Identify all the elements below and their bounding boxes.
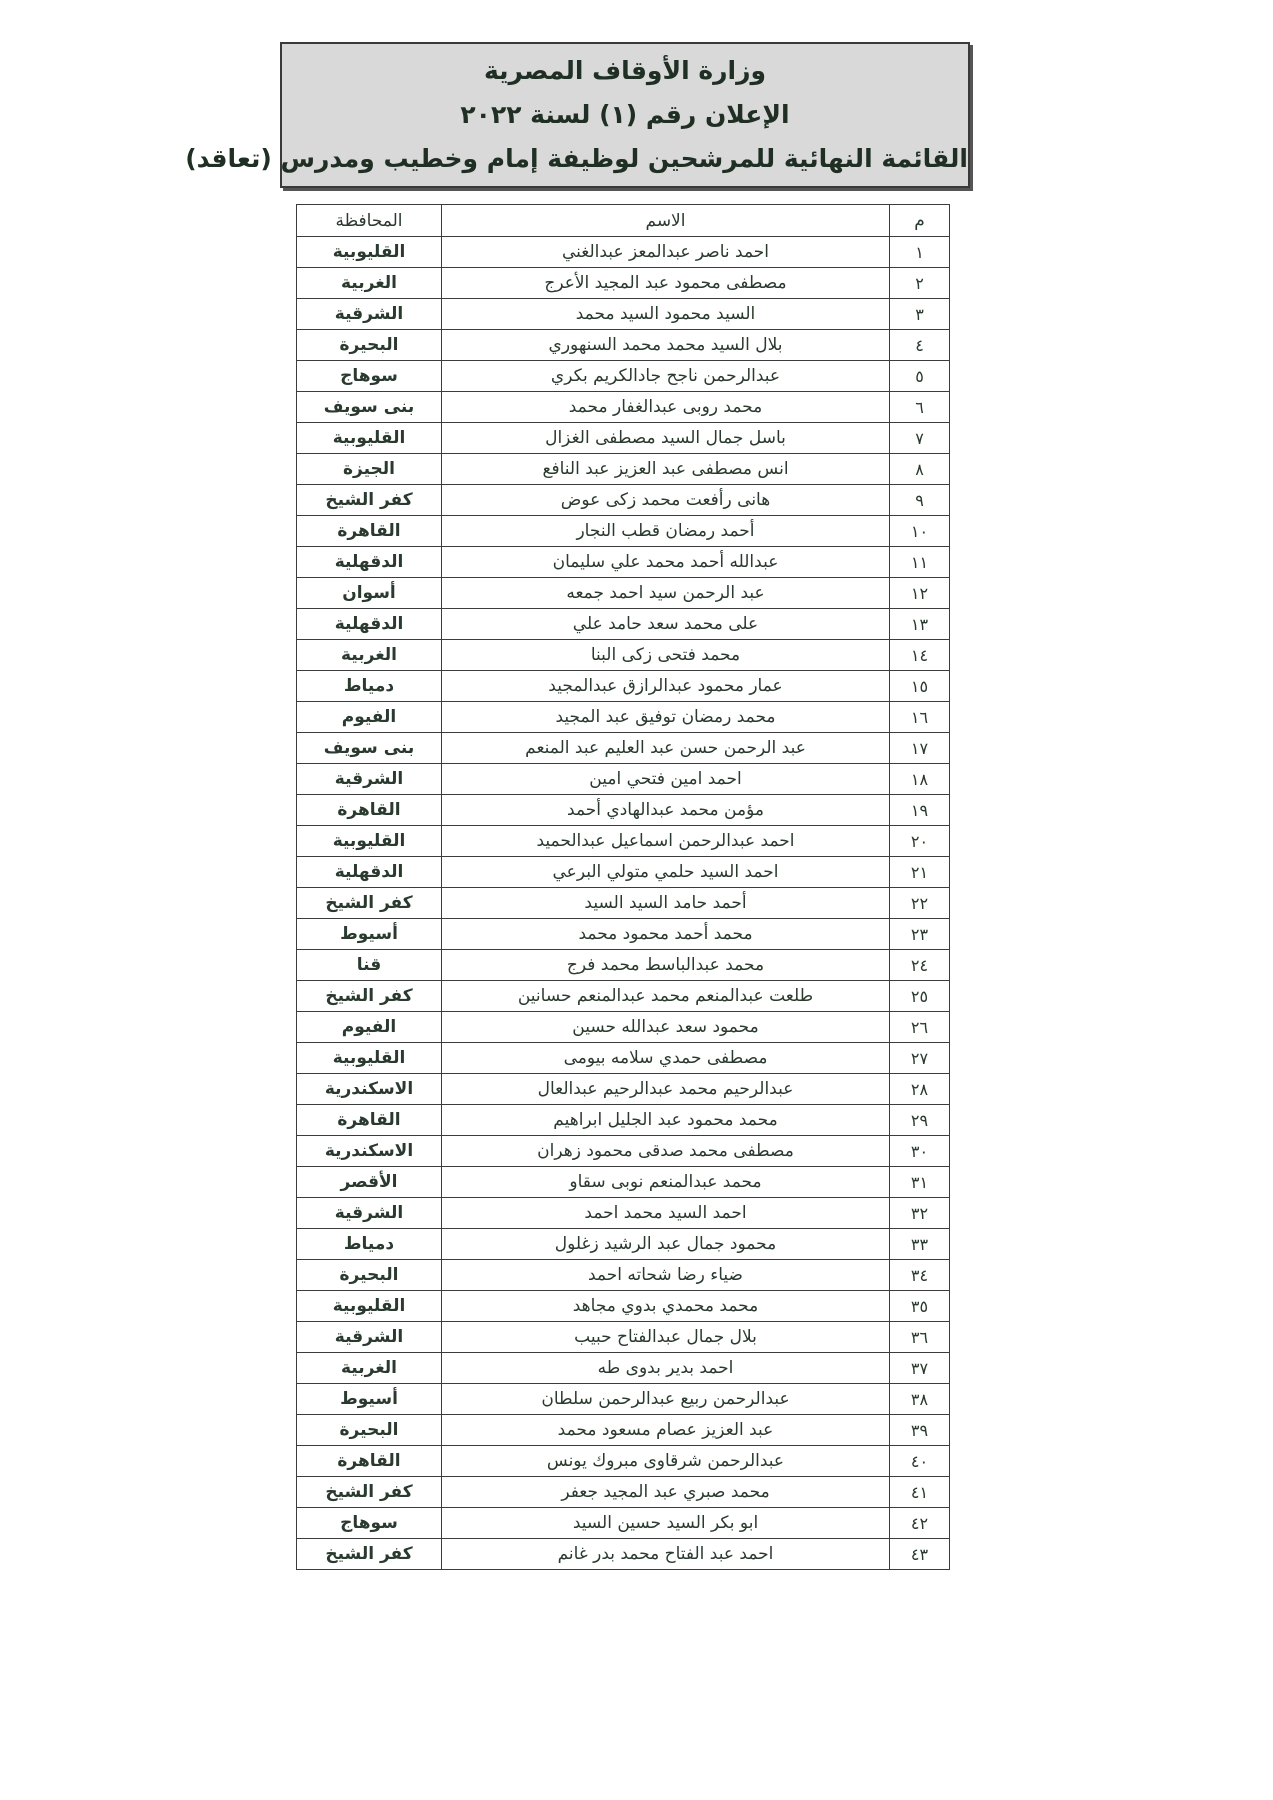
- candidate-name: محمد أحمد محمود محمد: [442, 919, 890, 950]
- row-number: ٢٧: [890, 1043, 950, 1074]
- row-number: ٣٠: [890, 1136, 950, 1167]
- table-row: [297, 1198, 950, 1229]
- candidate-governorate: القاهرة: [297, 795, 442, 826]
- table-header-row: [297, 205, 950, 237]
- table-row: [297, 1105, 950, 1136]
- candidate-governorate: أسيوط: [297, 1384, 442, 1415]
- candidate-governorate: دمياط: [297, 1229, 442, 1260]
- row-number: ٣٩: [890, 1415, 950, 1446]
- candidate-name: مصطفى محمد صدقى محمود زهران: [442, 1136, 890, 1167]
- candidate-governorate: القليوبية: [297, 826, 442, 857]
- row-number: ٣٣: [890, 1229, 950, 1260]
- candidate-governorate: الدقهلية: [297, 547, 442, 578]
- table-row: [297, 237, 950, 268]
- table-row: [297, 1384, 950, 1415]
- row-number: ٣٧: [890, 1353, 950, 1384]
- table-row: [297, 1446, 950, 1477]
- candidate-governorate: البحيرة: [297, 1415, 442, 1446]
- candidate-governorate: الفيوم: [297, 1012, 442, 1043]
- candidate-name: محمد عبدالباسط محمد فرج: [442, 950, 890, 981]
- row-number: ٣٨: [890, 1384, 950, 1415]
- candidate-name: محمد عبدالمنعم نوبى سقاو: [442, 1167, 890, 1198]
- candidate-governorate: سوهاج: [297, 361, 442, 392]
- table-row: [297, 516, 950, 547]
- table-row: [297, 1043, 950, 1074]
- candidate-name: عبدالرحيم محمد عبدالرحيم عبدالعال: [442, 1074, 890, 1105]
- table-row: [297, 981, 950, 1012]
- row-number: ١١: [890, 547, 950, 578]
- table-row: [297, 1012, 950, 1043]
- list-title: القائمة النهائية للمرشحين لوظيفة إمام وخطيب ومدرس (تعاقد): [185, 144, 968, 173]
- announcement-number: الإعلان رقم (١) لسنة ٢٠٢٢: [460, 100, 790, 129]
- table-row: [297, 1477, 950, 1508]
- row-number: ٣٢: [890, 1198, 950, 1229]
- table-body: [297, 237, 950, 1570]
- candidate-name: بلال جمال عبدالفتاح حبيب: [442, 1322, 890, 1353]
- candidate-name: احمد السيد حلمي متولي البرعي: [442, 857, 890, 888]
- table-row: [297, 702, 950, 733]
- candidate-name: عبد العزيز عصام مسعود محمد: [442, 1415, 890, 1446]
- row-number: ١٢: [890, 578, 950, 609]
- row-number: ٢٥: [890, 981, 950, 1012]
- candidate-name: باسل جمال السيد مصطفى الغزال: [442, 423, 890, 454]
- table-row: [297, 888, 950, 919]
- candidate-governorate: الجيزة: [297, 454, 442, 485]
- table-row: [297, 454, 950, 485]
- row-number: ١٨: [890, 764, 950, 795]
- candidate-governorate: أسوان: [297, 578, 442, 609]
- table-row: [297, 795, 950, 826]
- row-number: ٢٠: [890, 826, 950, 857]
- row-number: ٤٣: [890, 1539, 950, 1570]
- candidate-governorate: الغربية: [297, 1353, 442, 1384]
- row-number: ٢١: [890, 857, 950, 888]
- candidate-governorate: كفر الشيخ: [297, 888, 442, 919]
- table-row: [297, 1415, 950, 1446]
- row-number: ٥: [890, 361, 950, 392]
- candidate-governorate: القليوبية: [297, 237, 442, 268]
- row-number: ٨: [890, 454, 950, 485]
- candidate-name: مؤمن محمد عبدالهادي أحمد: [442, 795, 890, 826]
- candidate-name: ضياء رضا شحاته احمد: [442, 1260, 890, 1291]
- candidate-name: محمد فتحى زكى البنا: [442, 640, 890, 671]
- table-row: [297, 640, 950, 671]
- candidate-governorate: دمياط: [297, 671, 442, 702]
- row-number: ٣٦: [890, 1322, 950, 1353]
- candidate-name: احمد عبد الفتاح محمد بدر غانم: [442, 1539, 890, 1570]
- row-number: ٦: [890, 392, 950, 423]
- candidate-governorate: بنى سويف: [297, 392, 442, 423]
- candidate-name: عبدالرحمن ناجح جادالكريم بكري: [442, 361, 890, 392]
- candidate-name: بلال السيد محمد محمد السنهوري: [442, 330, 890, 361]
- row-number: ٢: [890, 268, 950, 299]
- candidates-table: [296, 204, 950, 1570]
- row-number: ٢٣: [890, 919, 950, 950]
- candidate-name: محمد روبى عبدالغفار محمد: [442, 392, 890, 423]
- candidate-governorate: الفيوم: [297, 702, 442, 733]
- candidate-name: أحمد حامد السيد السيد: [442, 888, 890, 919]
- candidate-governorate: كفر الشيخ: [297, 1539, 442, 1570]
- table-row: [297, 1167, 950, 1198]
- table-row: [297, 423, 950, 454]
- table-row: [297, 330, 950, 361]
- table-row: [297, 1353, 950, 1384]
- candidate-governorate: القاهرة: [297, 1105, 442, 1136]
- candidate-name: عبد الرحمن حسن عبد العليم عبد المنعم: [442, 733, 890, 764]
- candidate-governorate: الشرقية: [297, 299, 442, 330]
- table-row: [297, 299, 950, 330]
- candidate-name: مصطفى محمود عبد المجيد الأعرج: [442, 268, 890, 299]
- table-row: [297, 1508, 950, 1539]
- candidate-name: احمد ناصر عبدالمعز عبدالغني: [442, 237, 890, 268]
- table-row: [297, 919, 950, 950]
- candidate-name: محمود جمال عبد الرشيد زغلول: [442, 1229, 890, 1260]
- candidate-governorate: الغربية: [297, 268, 442, 299]
- candidate-governorate: القليوبية: [297, 1043, 442, 1074]
- row-number: ٣٤: [890, 1260, 950, 1291]
- header-governorate: المحافظة: [297, 205, 442, 237]
- candidate-governorate: الشرقية: [297, 764, 442, 795]
- candidate-governorate: الشرقية: [297, 1322, 442, 1353]
- candidate-governorate: كفر الشيخ: [297, 485, 442, 516]
- candidate-name: ابو بكر السيد حسين السيد: [442, 1508, 890, 1539]
- header-name: الاسم: [442, 205, 890, 237]
- row-number: ٢٤: [890, 950, 950, 981]
- table-row: [297, 733, 950, 764]
- table-row: [297, 857, 950, 888]
- candidate-governorate: الغربية: [297, 640, 442, 671]
- table-row: [297, 1229, 950, 1260]
- candidate-name: احمد السيد محمد احمد: [442, 1198, 890, 1229]
- candidate-name: احمد بدير بدوى طه: [442, 1353, 890, 1384]
- row-number: ٤٠: [890, 1446, 950, 1477]
- table-row: [297, 547, 950, 578]
- candidate-governorate: قنا: [297, 950, 442, 981]
- table-row: [297, 609, 950, 640]
- row-number: ٢٢: [890, 888, 950, 919]
- candidate-governorate: الاسكندرية: [297, 1136, 442, 1167]
- candidate-name: طلعت عبدالمنعم محمد عبدالمنعم حسانين: [442, 981, 890, 1012]
- candidate-governorate: البحيرة: [297, 330, 442, 361]
- row-number: ١: [890, 237, 950, 268]
- row-number: ٣: [890, 299, 950, 330]
- row-number: ٧: [890, 423, 950, 454]
- row-number: ٢٨: [890, 1074, 950, 1105]
- table-row: [297, 1260, 950, 1291]
- candidate-governorate: القاهرة: [297, 516, 442, 547]
- table-row: [297, 1291, 950, 1322]
- table-row: [297, 1322, 950, 1353]
- row-number: ٢٦: [890, 1012, 950, 1043]
- table-row: [297, 485, 950, 516]
- candidate-name: على محمد سعد حامد علي: [442, 609, 890, 640]
- table-row: [297, 361, 950, 392]
- table-row: [297, 1074, 950, 1105]
- row-number: ١٣: [890, 609, 950, 640]
- candidate-name: احمد عبدالرحمن اسماعيل عبدالحميد: [442, 826, 890, 857]
- row-number: ١٩: [890, 795, 950, 826]
- candidate-governorate: كفر الشيخ: [297, 981, 442, 1012]
- candidate-name: عبد الرحمن سيد احمد جمعه: [442, 578, 890, 609]
- candidate-governorate: أسيوط: [297, 919, 442, 950]
- table-row: [297, 1136, 950, 1167]
- candidate-governorate: سوهاج: [297, 1508, 442, 1539]
- candidate-governorate: الدقهلية: [297, 857, 442, 888]
- table-row: [297, 764, 950, 795]
- row-number: ٤: [890, 330, 950, 361]
- table-row: [297, 826, 950, 857]
- candidate-governorate: الاسكندرية: [297, 1074, 442, 1105]
- candidate-name: عبدالرحمن شرقاوى مبروك يونس: [442, 1446, 890, 1477]
- table-row: [297, 392, 950, 423]
- candidate-governorate: القليوبية: [297, 423, 442, 454]
- candidate-governorate: الدقهلية: [297, 609, 442, 640]
- candidate-name: عبدالله أحمد محمد علي سليمان: [442, 547, 890, 578]
- table-row: [297, 1539, 950, 1570]
- table-row: [297, 671, 950, 702]
- candidate-name: السيد محمود السيد محمد: [442, 299, 890, 330]
- row-number: ٣٥: [890, 1291, 950, 1322]
- candidate-name: محمود سعد عبدالله حسين: [442, 1012, 890, 1043]
- row-number: ٤٢: [890, 1508, 950, 1539]
- candidate-governorate: الشرقية: [297, 1198, 442, 1229]
- row-number: ٢٩: [890, 1105, 950, 1136]
- candidate-governorate: القاهرة: [297, 1446, 442, 1477]
- row-number: ١٧: [890, 733, 950, 764]
- ministry-title: وزارة الأوقاف المصرية: [483, 56, 767, 85]
- candidate-name: عمار محمود عبدالرازق عبدالمجيد: [442, 671, 890, 702]
- announcement-header: [185, 42, 970, 188]
- row-number: ١٥: [890, 671, 950, 702]
- candidate-governorate: بنى سويف: [297, 733, 442, 764]
- candidate-name: عبدالرحمن ربيع عبدالرحمن سلطان: [442, 1384, 890, 1415]
- candidate-name: انس مصطفى عبد العزيز عبد النافع: [442, 454, 890, 485]
- row-number: ٣١: [890, 1167, 950, 1198]
- candidate-name: محمد محمود عبد الجليل ابراهيم: [442, 1105, 890, 1136]
- candidate-name: هانى رأفعت محمد زكى عوض: [442, 485, 890, 516]
- candidate-governorate: كفر الشيخ: [297, 1477, 442, 1508]
- candidate-name: محمد صبري عبد المجيد جعفر: [442, 1477, 890, 1508]
- table-row: [297, 268, 950, 299]
- table-row: [297, 578, 950, 609]
- row-number: ١٤: [890, 640, 950, 671]
- header-num: م: [890, 205, 950, 237]
- candidate-name: أحمد رمضان قطب النجار: [442, 516, 890, 547]
- candidate-name: مصطفى حمدي سلامه بيومى: [442, 1043, 890, 1074]
- candidate-governorate: القليوبية: [297, 1291, 442, 1322]
- row-number: ١٦: [890, 702, 950, 733]
- candidate-governorate: البحيرة: [297, 1260, 442, 1291]
- candidate-governorate: الأقصر: [297, 1167, 442, 1198]
- row-number: ٩: [890, 485, 950, 516]
- candidate-name: احمد امين فتحي امين: [442, 764, 890, 795]
- candidate-name: محمد محمدي بدوي مجاهد: [442, 1291, 890, 1322]
- candidate-name: محمد رمضان توفيق عبد المجيد: [442, 702, 890, 733]
- row-number: ٤١: [890, 1477, 950, 1508]
- row-number: ١٠: [890, 516, 950, 547]
- table-row: [297, 950, 950, 981]
